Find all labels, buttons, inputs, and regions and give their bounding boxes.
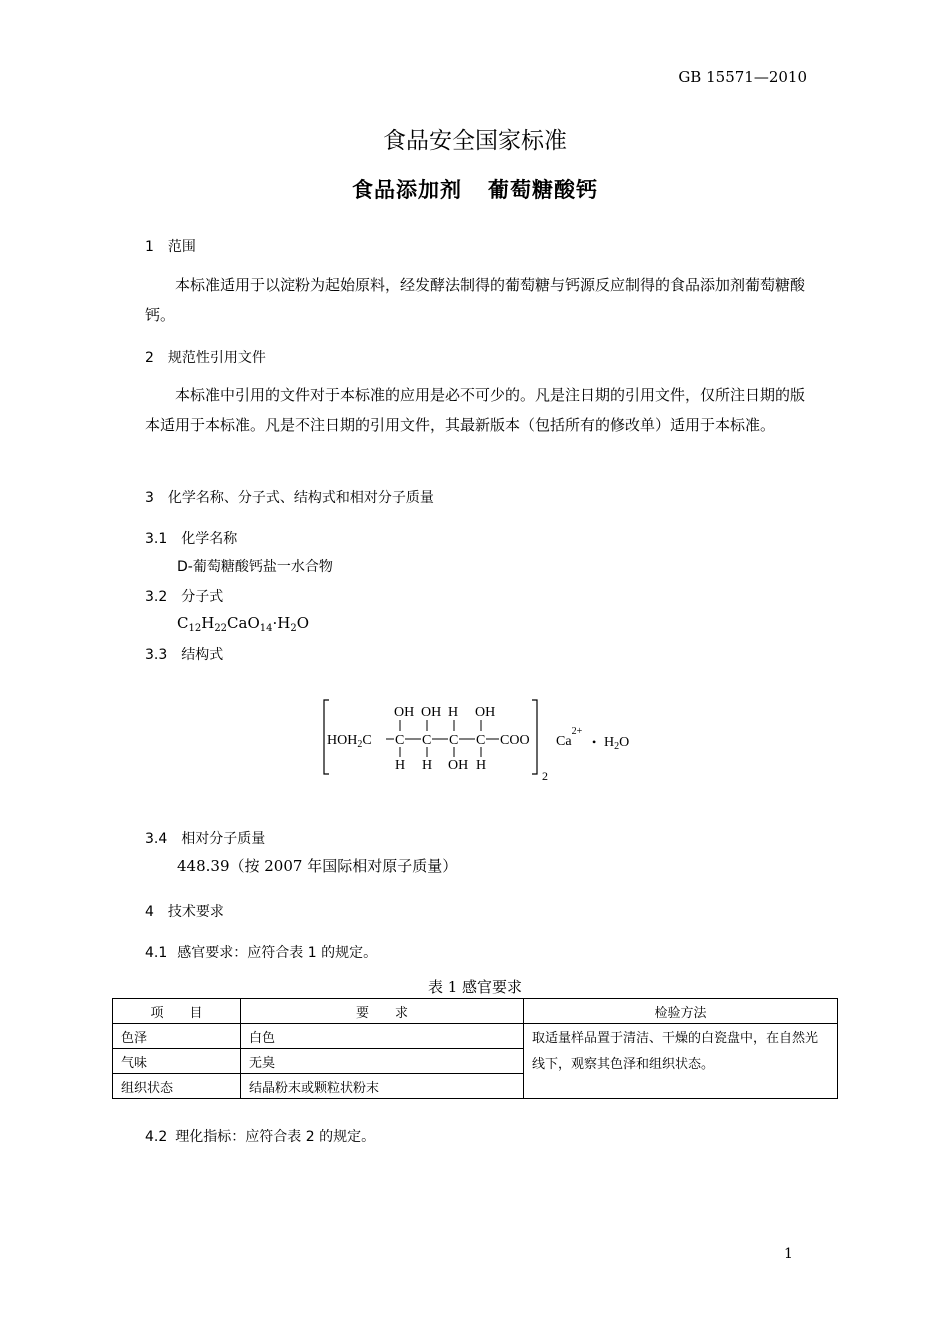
section-4-2-heading: [145, 1126, 375, 1146]
calcium-charge: 2+: [571, 726, 583, 737]
carboxylate: COO: [500, 733, 530, 748]
carbon-2: C: [422, 733, 432, 748]
cell-method: 取适量样品置于清洁、干燥的白瓷盘中，在自然光线下，观察其色泽和组织状态。: [524, 1024, 838, 1099]
subtitle-part-1: 食品添加剂: [352, 178, 462, 202]
carbon-4: C: [476, 733, 486, 748]
section-4-heading: [145, 901, 224, 921]
section-title: 技术要求: [167, 904, 224, 920]
cell-requirement: 无臭: [241, 1049, 524, 1074]
section-2-heading: [145, 347, 266, 367]
formula-sub: 14: [259, 623, 273, 634]
cell-item: 色泽: [113, 1024, 241, 1049]
section-number: 3.4: [145, 831, 168, 847]
section-4-1-heading: [145, 942, 377, 962]
section-title: 感官要求：应符合表 1 的规定。: [177, 945, 378, 961]
carbon-1: C: [395, 733, 405, 748]
section-title: 理化指标：应符合表 2 的规定。: [175, 1129, 376, 1145]
section-3-3-heading: [145, 644, 223, 664]
section-number: 1: [145, 239, 154, 255]
section-number: 3: [145, 490, 154, 506]
top-substituent-4: OH: [475, 705, 496, 720]
section-title: 化学名称、分子式、结构式和相对分子质量: [167, 490, 434, 506]
section-number: 4: [145, 904, 154, 920]
chemical-name: D-葡萄糖酸钙盐一水合物: [177, 559, 333, 575]
table-1-caption: 表 1 感官要求: [427, 978, 523, 996]
section-3-2-heading: [145, 586, 223, 606]
bottom-substituent-1: H: [395, 758, 406, 773]
structural-formula: [310, 690, 650, 790]
section-3-1-heading: [145, 528, 237, 548]
chain-start: [327, 733, 372, 750]
standard-code: GB 15571—2010: [678, 68, 807, 86]
bottom-substituent-3: OH: [448, 758, 469, 773]
section-3-heading: [145, 487, 434, 507]
formula-part: ·H: [272, 614, 291, 632]
chain-start-sub: 2: [357, 739, 363, 750]
section-2-text: 本标准中引用的文件对于本标准的应用是必不可少的。凡是注日期的引用文件，仅所注日期的版本适用于本标准。凡是不注日期的引用文件，其最新版本（包括所有的修改单）适用于本标准。: [145, 386, 806, 434]
formula-sub: 22: [214, 623, 228, 634]
section-number: 3.1: [145, 531, 168, 547]
section-number: 4.1: [145, 945, 168, 961]
formula-part: CaO: [227, 614, 260, 632]
table-1: [112, 998, 838, 1099]
carbon-3: C: [449, 733, 459, 748]
cell-requirement: 白色: [241, 1024, 524, 1049]
formula-sub: 2: [290, 623, 297, 634]
hydrate-dot: •: [592, 735, 597, 749]
top-substituent-1: OH: [394, 705, 415, 720]
top-substituent-3: H: [448, 705, 459, 720]
top-substituent-2: OH: [421, 705, 442, 720]
cell-item: 气味: [113, 1049, 241, 1074]
chain-start-text: HOH: [327, 733, 358, 748]
section-title: 分子式: [181, 589, 224, 605]
document-subtitle: [0, 174, 950, 204]
calcium-ion: [556, 726, 583, 749]
page-number: 1: [784, 1246, 793, 1262]
section-number: 3.3: [145, 647, 168, 663]
section-number: 2: [145, 350, 154, 366]
formula-part: H: [201, 614, 215, 632]
bottom-substituent-2: H: [422, 758, 433, 773]
header-method: 检验方法: [524, 999, 838, 1024]
table-row: [113, 1024, 838, 1049]
calcium-symbol: Ca: [556, 734, 572, 749]
water-o: O: [619, 735, 630, 750]
section-number: 4.2: [145, 1129, 168, 1145]
formula-part: C: [177, 614, 189, 632]
bracket-right: [532, 700, 537, 774]
table-header-row: [113, 999, 838, 1024]
section-title: 相对分子质量: [181, 831, 266, 847]
formula-part: O: [296, 614, 310, 632]
section-number: 3.2: [145, 589, 168, 605]
bottom-substituent-4: H: [476, 758, 487, 773]
header-requirement: 要 求: [241, 999, 524, 1024]
section-title: 结构式: [181, 647, 224, 663]
water-sub: 2: [614, 741, 620, 752]
document-title: 食品安全国家标准: [383, 128, 567, 154]
section-1-text: 本标准适用于以淀粉为起始原料，经发酵法制得的葡萄糖与钙源反应制得的食品添加剂葡萄糖酸钙。: [145, 276, 806, 324]
subtitle-part-2: 葡萄糖酸钙: [488, 178, 598, 202]
chain-start-carbon: C: [362, 733, 372, 748]
cell-requirement: 结晶粉末或颗粒状粉末: [241, 1074, 524, 1099]
formula-sub: 12: [188, 623, 202, 634]
section-1-heading: [145, 236, 196, 256]
section-title: 规范性引用文件: [167, 350, 266, 366]
section-3-4-heading: [145, 828, 265, 848]
water: [604, 735, 629, 752]
section-title: 范围: [167, 239, 196, 255]
molecular-mass: 448.39（按 2007 年国际相对原子质量）: [177, 857, 458, 875]
section-title: 化学名称: [181, 531, 238, 547]
water-h: H: [604, 735, 615, 750]
bracket-subscript: 2: [542, 769, 548, 783]
molecular-formula: [177, 614, 309, 634]
header-item: 项 目: [113, 999, 241, 1024]
cell-item: 组织状态: [113, 1074, 241, 1099]
